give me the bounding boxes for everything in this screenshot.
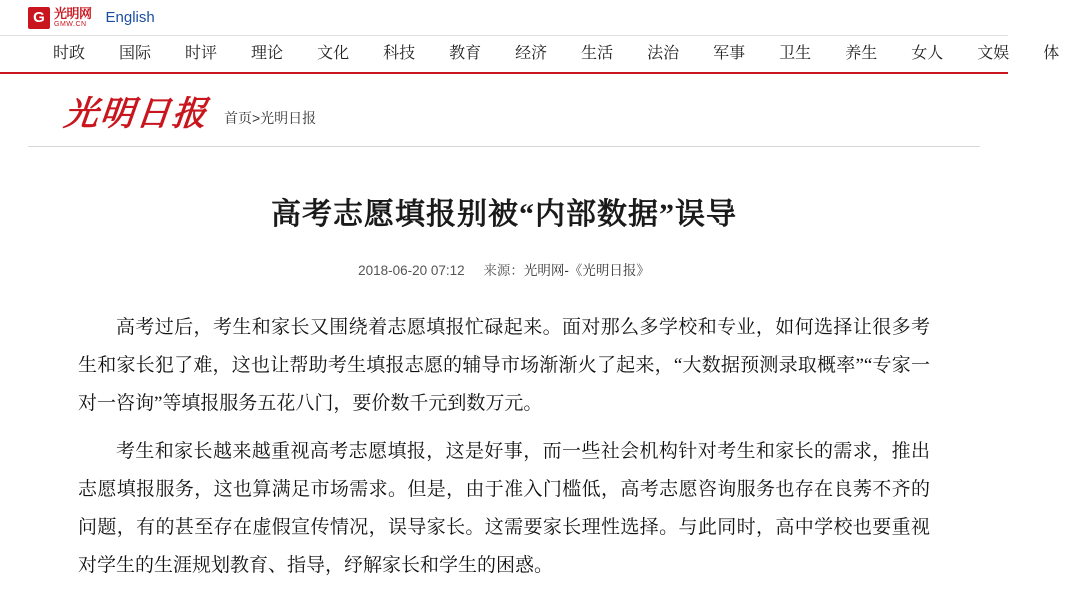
- article-meta: [78, 259, 930, 279]
- source-label: 来源：: [483, 263, 524, 278]
- nav-item-3[interactable]: 理论: [251, 45, 284, 62]
- nav-item-10[interactable]: 军事: [713, 45, 746, 62]
- article-container: [0, 189, 1008, 585]
- logo-text-stack: [54, 7, 92, 28]
- nav-item-12[interactable]: 养生: [845, 45, 878, 62]
- nav-item-15[interactable]: 体: [1043, 45, 1060, 62]
- nav-item-7[interactable]: 经济: [515, 45, 548, 62]
- main-navigation: [0, 36, 1060, 74]
- article-headline: 高考志愿填报别被“内部数据”误导: [271, 198, 737, 231]
- paper-title: 光明日报: [62, 96, 210, 133]
- nav-item-6[interactable]: 教育: [449, 45, 482, 62]
- source-value[interactable]: 光明网-《光明日报》: [523, 263, 650, 278]
- logo-chinese-name: 光明网: [54, 6, 92, 22]
- article-paragraph: 考生和家长越来越重视高考志愿填报，这是好事，而一些社会机构针对考生和家长的需求，推出志愿填报服务，这也算满足市场需求。但是，由于准入门槛低，高考志愿咨询服务也存在良莠不齐的问题，有的甚至存在虚假宣传情况，误导家长。这需要家长理性选择。与此同时，高中学校也要重视对学生的生涯规划教育、指导，纾解家长和学生的困惑。: [78, 441, 930, 576]
- english-link[interactable]: English: [105, 9, 155, 26]
- nav-item-8[interactable]: 生活: [581, 45, 614, 62]
- nav-item-13[interactable]: 女人: [911, 45, 944, 62]
- masthead: [28, 74, 980, 147]
- article-body: [78, 309, 930, 585]
- nav-item-0[interactable]: 时政: [53, 45, 86, 62]
- nav-item-4[interactable]: 文化: [317, 45, 350, 62]
- top-bar: [0, 0, 1008, 36]
- nav-item-14[interactable]: 文娱: [977, 45, 1010, 62]
- nav-item-1[interactable]: 国际: [119, 45, 152, 62]
- nav-item-2[interactable]: 时评: [185, 45, 218, 62]
- gmw-badge-icon: G: [28, 7, 50, 29]
- nav-item-5[interactable]: 科技: [383, 45, 416, 62]
- nav-item-11[interactable]: 卫生: [779, 45, 812, 62]
- nav-item-9[interactable]: 法治: [647, 45, 680, 62]
- logo-domain-text: GMW.CN: [54, 20, 87, 28]
- article-date: 2018-06-20 07:12: [358, 263, 465, 278]
- article-paragraph: 高考过后，考生和家长又围绕着志愿填报忙碌起来。面对那么多学校和专业，如何选择让很多考生和家长犯了难，这也让帮助考生填报志愿的辅导市场渐渐火了起来，“大数据预测录取概率”“专家一对一咨询”等填报服务五花八门，要价数千元到数万元。: [78, 317, 930, 414]
- site-logo[interactable]: [28, 7, 92, 29]
- breadcrumb[interactable]: 首页>光明日报: [224, 110, 317, 126]
